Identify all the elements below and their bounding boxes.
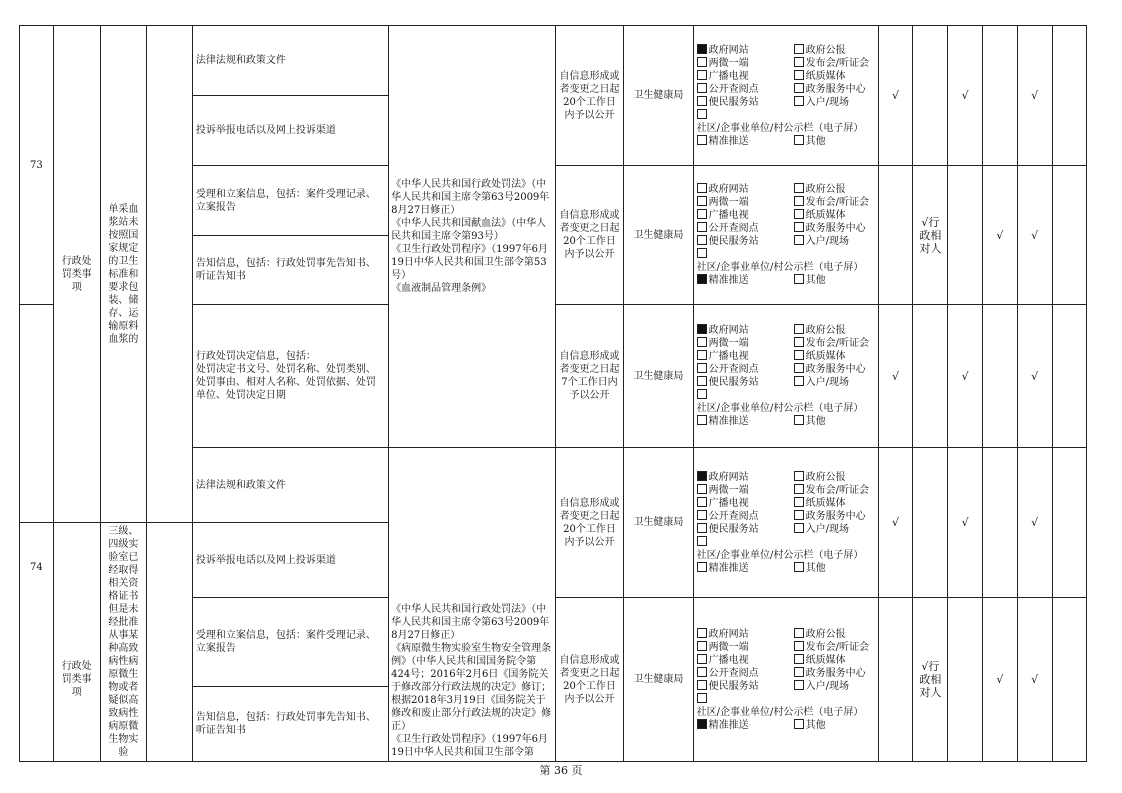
checkbox-icon [794,70,804,80]
content-cell: 投诉举报电话以及网上投诉渠道 [192,523,388,598]
basis-cell: 《中华人民共和国行政处罚法》（中华人民共和国主席令第63号2009年8月27日修正） 《病原微生物实验室生物安全管理条例》（中华人民共和国国务院令第424号；2016年2月6日《国务院关于修改部分行政法规的决定》修订；根据2018年3月19日《国务院关于修改和废止部分行政法规的决定》修正） 《卫生行政处罚程序》（1997年6月19日中华人民共和国卫生部令第 [389,448,556,762]
time-cell: 自信息形成或者变更之日起20个工作日内予以公开 [555,598,623,762]
checkbox-icon [697,654,707,664]
checkbox-icon [794,96,804,106]
empty-cell [1052,598,1087,762]
checkbox-icon [697,235,707,245]
empty-cell [913,26,948,166]
checkbox-checked-icon [697,274,707,284]
checkbox-icon [794,523,804,533]
checkbox-icon [697,497,707,507]
checkbox-icon [697,196,707,206]
empty-cell [983,448,1018,598]
checkbox-icon [697,209,707,219]
checkbox-icon [697,96,707,106]
empty-cell [983,305,1018,448]
party-tick-cell: √行政相对人 [913,166,948,305]
checkbox-icon [794,680,804,690]
tick-cell: √ [878,26,913,166]
empty-cell [913,305,948,448]
checkbox-checked-icon [697,44,707,54]
tick-cell: √ [1017,166,1052,305]
table-row [20,26,1122,96]
checkbox-checked-icon [697,719,707,729]
empty-cell [948,598,983,762]
tick-cell: √ [1017,448,1052,598]
agency-cell: 卫生健康局 [624,598,693,762]
checkbox-icon [697,183,707,193]
tick-cell: √ [983,598,1018,762]
checkbox-icon [697,135,707,145]
checkbox-icon [794,337,804,347]
checkbox-icon [794,274,804,284]
category-cell: 行政处罚类事项 [53,26,100,523]
agency-cell: 卫生健康局 [624,448,693,598]
checkbox-icon [794,471,804,481]
checkbox-icon [697,376,707,386]
empty-cell [1052,448,1087,598]
checkbox-icon [697,248,707,258]
item-cell: 单采血浆站未按照国家规定的卫生标准和要求包装、储存、运输原料血浆的 [100,26,147,523]
time-cell: 自信息形成或者变更之日起20个工作日内予以公开 [555,26,623,166]
category-cell: 行政处罚类事项 [53,523,100,762]
checkbox-icon [794,719,804,729]
empty-cell [147,26,193,523]
checkbox-icon [697,83,707,93]
checkbox-icon [697,693,707,703]
checkbox-icon [794,376,804,386]
tick-cell: √ [983,166,1018,305]
checkbox-icon [794,135,804,145]
agency-cell: 卫生健康局 [624,166,693,305]
checkbox-icon [697,337,707,347]
empty-cell [1052,26,1087,166]
checkbox-icon [794,484,804,494]
channel-cell: 政府网站 政府公报 两微一端 发布会/听证会 广播电视 纸质媒体 公开查阅点 政务服务中心 便民服务站 入户/现场 社区/企事业单位/村公示栏（电子屏） 精准推送 其他 [693,305,878,448]
content-cell: 受理和立案信息，包括：案件受理记录、立案报告 [192,598,388,687]
channel-cell: 政府网站 政府公报 两微一端 发布会/听证会 广播电视 纸质媒体 公开查阅点 政务服务中心 便民服务站 入户/现场 社区/企事业单位/村公示栏（电子屏） 精准推送 其他 [693,166,878,305]
checkbox-icon [697,109,707,119]
channel-cell: 政府网站 政府公报 两微一端 发布会/听证会 广播电视 纸质媒体 公开查阅点 政务服务中心 便民服务站 入户/现场 社区/企事业单位/村公示栏（电子屏） 精准推送 其他 [693,448,878,598]
checkbox-icon [697,363,707,373]
content-cell: 行政处罚决定信息，包括： 处罚决定书文号、处罚名称、处罚类别、处罚事由、相对人名称、处罚依据、处罚单位、处罚决定日期 [192,305,388,448]
checkbox-icon [794,654,804,664]
tick-cell: √ [1017,305,1052,448]
checkbox-icon [697,523,707,533]
tick-cell: √ [948,448,983,598]
content-cell: 告知信息，包括：行政处罚事先告知书、听证告知书 [192,236,388,305]
tick-cell: √ [878,305,913,448]
checkbox-icon [794,183,804,193]
empty-cell [1052,166,1087,305]
checkbox-icon [697,628,707,638]
basis-cell: 《中华人民共和国行政处罚法》（中华人民共和国主席令第63号2009年8月27日修正） 《中华人民共和国献血法》（中华人民共和国主席令第93号） 《卫生行政处罚程序》（1997年6月19日中华人民共和国卫生部令第53号） 《血液制品管理条例》 [389,26,556,448]
row-number: 73 [20,26,54,305]
checkbox-icon [794,222,804,232]
checkbox-checked-icon [697,324,707,334]
checkbox-icon [697,536,707,546]
content-cell: 法律法规和政策文件 [192,26,388,96]
disclosure-table [19,25,1122,762]
checkbox-icon [697,641,707,651]
time-cell: 自信息形成或者变更之日起7个工作日内予以公开 [555,305,623,448]
checkbox-icon [794,510,804,520]
channel-cell: 政府网站 政府公报 两微一端 发布会/听证会 广播电视 纸质媒体 公开查阅点 政务服务中心 便民服务站 入户/现场 社区/企事业单位/村公示栏（电子屏） 精准推送 其他 [693,26,878,166]
time-cell: 自信息形成或者变更之日起20个工作日内予以公开 [555,166,623,305]
empty-cell [983,26,1018,166]
empty-cell [147,523,193,762]
content-cell: 投诉举报电话以及网上投诉渠道 [192,96,388,166]
checkbox-icon [697,222,707,232]
agency-cell: 卫生健康局 [624,26,693,166]
channel-cell: 政府网站 政府公报 两微一端 发布会/听证会 广播电视 纸质媒体 公开查阅点 政务服务中心 便民服务站 入户/现场 社区/企事业单位/村公示栏（电子屏） 精准推送 其他 [693,598,878,762]
empty-cell [1052,305,1087,448]
checkbox-icon [794,350,804,360]
checkbox-icon [697,510,707,520]
checkbox-icon [697,562,707,572]
page-number: 第 36 页 [539,764,583,777]
tick-cell: √ [878,448,913,598]
checkbox-icon [697,70,707,80]
empty-cell [948,166,983,305]
tick-cell: √ [1017,598,1052,762]
content-cell: 受理和立案信息，包括：案件受理记录、立案报告 [192,166,388,236]
checkbox-icon [794,641,804,651]
checkbox-icon [794,562,804,572]
tick-cell: √ [948,305,983,448]
checkbox-icon [794,363,804,373]
checkbox-icon [697,680,707,690]
checkbox-icon [794,209,804,219]
checkbox-icon [697,57,707,67]
checkbox-icon [794,497,804,507]
checkbox-icon [794,235,804,245]
empty-cell [20,305,54,523]
tick-cell: √ [948,26,983,166]
checkbox-icon [794,667,804,677]
checkbox-icon [794,415,804,425]
checkbox-icon [794,628,804,638]
empty-cell [913,448,948,598]
checkbox-icon [794,44,804,54]
checkbox-icon [697,389,707,399]
checkbox-icon [794,324,804,334]
checkbox-icon [697,415,707,425]
checkbox-icon [794,83,804,93]
row-number: 74 [20,523,54,762]
empty-cell [878,166,913,305]
checkbox-icon [697,484,707,494]
item-cell: 三级、四级实验室已经取得相关资格证书但是未经批准从事某种高致病性病原微生物或者疑似高致病性病原微生物实验 [100,523,147,762]
content-cell: 法律法规和政策文件 [192,448,388,523]
time-cell: 自信息形成或者变更之日起20个工作日内予以公开 [555,448,623,598]
checkbox-icon [697,667,707,677]
empty-cell [878,598,913,762]
tick-cell: √ [1017,26,1052,166]
party-tick-cell: √行政相对人 [913,598,948,762]
content-cell: 告知信息，包括：行政处罚事先告知书、听证告知书 [192,687,388,762]
checkbox-icon [697,350,707,360]
checkbox-checked-icon [697,471,707,481]
checkbox-icon [794,57,804,67]
agency-cell: 卫生健康局 [624,305,693,448]
checkbox-icon [794,196,804,206]
